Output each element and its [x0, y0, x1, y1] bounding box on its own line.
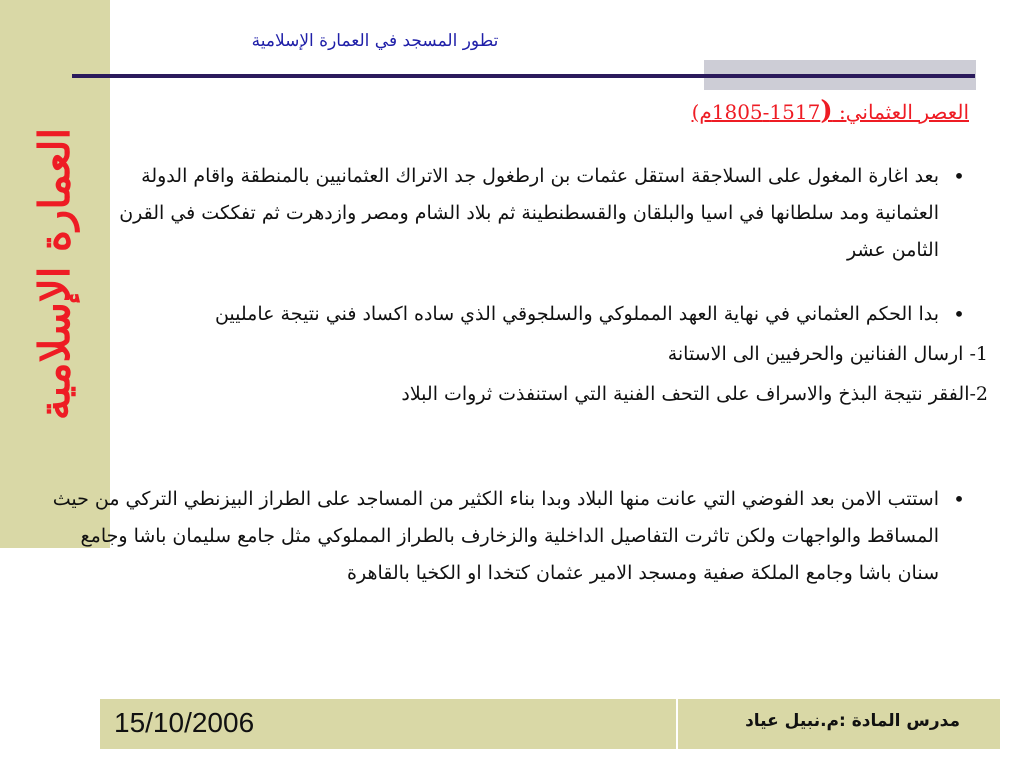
- section-heading-open-paren: (: [820, 96, 833, 126]
- bullet-icon: •: [953, 487, 965, 511]
- bullet-icon: •: [953, 302, 965, 326]
- bullet-icon: •: [953, 164, 965, 188]
- side-panel: [0, 0, 110, 548]
- bullet-item-2-subitem-1: 1- ارسال الفنانين والحرفيين الى الاستانة: [667, 343, 988, 365]
- footer: [100, 699, 1000, 749]
- bullet-item-3-text: استتب الامن بعد الفوضي التي عانت منها البلاد وبدا بناء الكثير من المساجد على الطراز البيزنطي التركي من حيث المساقط والواجهات ولكن تاثرت التفاصيل الداخلية والزخارف بالطراز المملوكي مثل جامع سليمان باشا وجامع سنان باشا وجامع الملكة صفية ومسجد الامير عثمان كتخدا او الكخيا بالقاهرة: [52, 488, 939, 584]
- section-heading: [692, 97, 969, 126]
- bullet-item-3: [49, 481, 969, 592]
- bullet-item-2: [19, 296, 969, 333]
- bullet-item-2-text: بدا الحكم العثماني في نهاية العهد المملوكي والسلجوقي الذي ساده اكساد فني نتيجة عامليين: [214, 303, 939, 325]
- footer-date-box: [100, 699, 676, 749]
- side-title: العمارة الإسلامية: [30, 127, 79, 421]
- bullet-item-1-text: بعد اغارة المغول على السلاجقة استقل عثمات بن ارطغول جد الاتراك العثمانيين بالمنطقة واقام الدولة العثمانية ومد سلطانها في اسيا والبلقان والقسطنطينة ثم بلاد الشام ومصر وازدهرت ثم تفككت في القرن الثامن عشر: [119, 165, 939, 261]
- bullet-item-2-subitem-2: 2-الفقر نتيجة البذخ والاسراف على التحف الفنية التي استنفذت ثروات البلاد: [401, 383, 988, 405]
- section-heading-label: العصر العثماني:: [832, 100, 969, 124]
- section-heading-years: 1517-1805م): [691, 100, 821, 124]
- footer-date: 15/10/2006: [114, 707, 255, 738]
- page-title: تطور المسجد في العمارة الإسلامية: [251, 31, 499, 51]
- footer-teacher: مدرس المادة :م.نبيل عياد: [745, 711, 960, 731]
- header-rule-dark: [72, 74, 975, 78]
- bullet-item-1: [89, 158, 969, 269]
- footer-divider: [676, 699, 678, 749]
